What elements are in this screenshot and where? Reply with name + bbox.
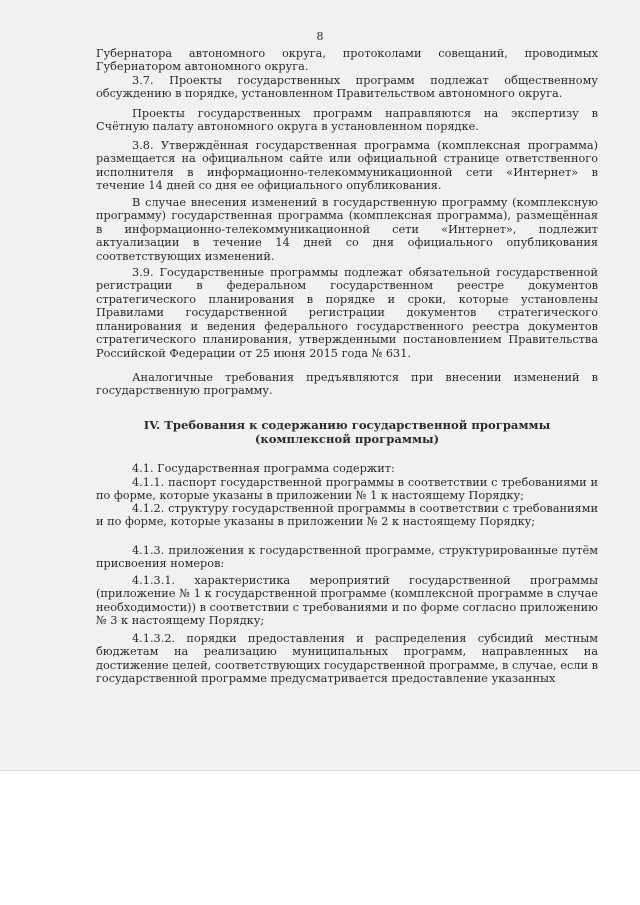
section-heading-line-2: (комплексной программы) xyxy=(254,432,440,446)
paragraph-4-1-2: 4.1.2. структуру государственной программы в соответствии с требованиями и по форме, которые указаны в приложении № 2 к настоящему Порядку; xyxy=(96,502,598,529)
paragraph-3-9: 3.9. Государственные программы подлежат обязательной государственной регистрации в федеральном государственном реестре документов стратегического планирования в порядке и сроки, которые установлены Правилами государственной регистрации документов стратегического планирования и ведения федерального государственного реестра документов стратегического планирования, утвержденными постановлением Правительства Российской Федерации от 25 июня 2015 года № 631. xyxy=(96,266,598,360)
paragraph-expertise: Проекты государственных программ направляются на экспертизу в Счётную палату автономного округа в установленном порядке. xyxy=(96,107,598,134)
paragraph-4-1-3-2: 4.1.3.2. порядки предоставления и распределения субсидий местным бюджетам на реализацию муниципальных программ, направленных на достижение целей, соответствующих государственной программе, в случае, если в государственной программе предусматривается предоставление указанных xyxy=(96,632,598,686)
paragraph-4-1-3-1: 4.1.3.1. характеристика мероприятий государственной программы (приложение № 1 к государственной программе (комплексной программе в случае необходимости)) в соответствии с требованиями и по форме согласно приложению № 3 к настоящему Порядку; xyxy=(96,574,598,628)
section-heading-line-1: IV. Требования к содержанию государственной программы xyxy=(143,418,551,432)
page-number: 8 xyxy=(316,30,324,43)
paragraph-4-1-3: 4.1.3. приложения к государственной программе, структурированные путём присвоения номеров: xyxy=(96,544,598,571)
paragraph-similar-requirements: Аналогичные требования предъявляются при внесении изменений в государственную программу. xyxy=(96,371,598,398)
paragraph-3-7: 3.7. Проекты государственных программ подлежат общественному обсуждению в порядке, установленном Правительством автономного округа. xyxy=(96,74,598,101)
paragraph-4-1: 4.1. Государственная программа содержит: xyxy=(132,462,395,475)
paragraph-changes-update: В случае внесения изменений в государственную программу (комплексную программу) государственная программа (комплексная программа), размещённая в информационно-телекоммуникационной сети «Интернет», подлежит актуализации в течение 14 дней со дня официального опубликования соответствующих изменений. xyxy=(96,196,598,263)
paragraph-governor-protocols: Губернатора автономного округа, протоколами совещаний, проводимых Губернатором автономного округа. xyxy=(96,47,598,74)
paragraph-3-8: 3.8. Утверждённая государственная программа (комплексная программа) размещается на официальном сайте или официальной странице ответственного исполнителя в информационно-телекоммуникационной сети «Интернет» в течение 14 дней со дня ее официального опубликования. xyxy=(96,139,598,193)
paragraph-4-1-1: 4.1.1. паспорт государственной программы в соответствии с требованиями и по форме, которые указаны в приложении № 1 к настоящему Порядку; xyxy=(96,476,598,503)
